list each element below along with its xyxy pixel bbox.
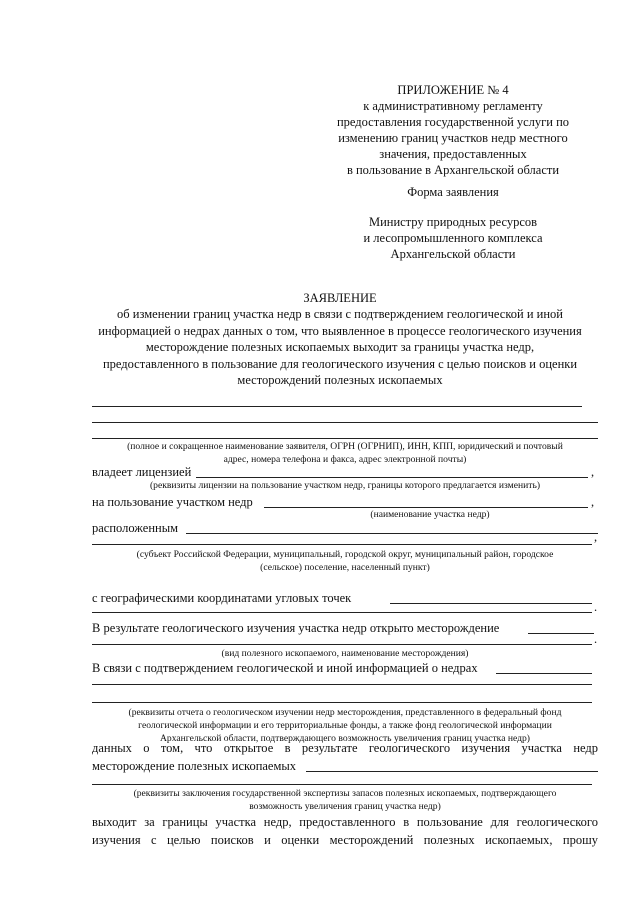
subsoil-hint: (наименование участка недр) [370, 509, 490, 520]
confirm-field[interactable] [496, 673, 592, 674]
result-field[interactable] [528, 633, 594, 634]
hint-line: (полное и сокращенное наименование заявителя, ОГРН (ОГРНИП), ИНН, КПП, юридический и почтовый [127, 441, 563, 452]
statement-line: месторождение полезных ископаемых выходит за границы участка недр, [145, 340, 535, 354]
coords-label: с географическими координатами угловых точек [92, 591, 352, 605]
data-line-2: месторождение полезных ископаемых [92, 759, 297, 773]
result-label: В результате геологического изучения участка недр открыто месторождение [92, 621, 500, 635]
located-row [92, 518, 598, 536]
statement-text [70, 306, 610, 389]
appendix-header [318, 82, 588, 178]
applicant-blank-line[interactable] [92, 422, 598, 423]
confirm-blank-line[interactable] [92, 702, 592, 703]
appendix-line: значения, предоставленных [379, 147, 527, 161]
dot: . [594, 600, 598, 614]
appendix-line: к административному регламенту [363, 99, 543, 113]
appendix-line: предоставления государственной услуги по [336, 115, 570, 129]
subsoil-label: на пользование участком недр [92, 495, 253, 509]
appendix-title: ПРИЛОЖЕНИЕ № 4 [397, 83, 509, 97]
deposit-field[interactable] [306, 771, 598, 772]
hint-line: адрес, номера телефона и факса, адрес электронной почты) [223, 454, 467, 465]
data-line-1: данных о том, что открытое в результате геологического изучения участка недр [92, 741, 598, 755]
comma: , [591, 465, 595, 479]
addressee-line: Архангельской области [390, 247, 516, 261]
hint-line: (реквизиты отчета о геологическом изучении недр месторождения, представленного в федеральный фонд [128, 707, 562, 718]
addressee-line: Министру природных ресурсов [368, 215, 538, 229]
confirm-label: В связи с подтверждением геологической и иной информацией о недрах [92, 661, 478, 675]
applicant-blank-line[interactable] [92, 406, 582, 407]
result-hint: (вид полезного ископаемого, наименование месторождения) [221, 648, 469, 659]
license-hint: (реквизиты лицензии на пользование участком недр, границы которого предлагается изменить) [149, 480, 541, 491]
statement-title: ЗАЯВЛЕНИЕ [303, 291, 377, 305]
final-line-2: изучения с целью поисков и оценки месторождений полезных ископаемых, прошу [92, 833, 598, 847]
located-field[interactable] [186, 533, 598, 534]
coords-row [92, 588, 598, 606]
result-row [92, 618, 598, 636]
confirm-row [92, 658, 598, 676]
expertise-blank-line[interactable] [92, 784, 592, 785]
located-label: расположенным [92, 521, 179, 535]
expertise-hint [82, 787, 608, 813]
hint-line: (субъект Российской Федерации, муниципальный, городской округ, муниципальный район, городское [136, 549, 554, 560]
hint-line: Архангельской области, подтверждающего возможность увеличения границ участка недр) [160, 733, 530, 744]
appendix-line: в пользование в Архангельской области [346, 163, 560, 177]
hint-line: (сельское) поселение, населенный пункт) [260, 562, 430, 573]
comma: , [591, 495, 595, 509]
license-label: владеет лицензией [92, 465, 192, 479]
hint-line: возможность увеличения границ участка недр) [249, 801, 441, 812]
statement-line: предоставленного в пользование для геологического изучения с целью поисков и оценки [102, 356, 578, 371]
coords-field[interactable] [390, 603, 592, 604]
hint-line: (реквизиты заключения государственной экспертизы запасов полезных ископаемых, подтверждающего [133, 788, 557, 799]
statement-line: информацией о недрах данных о том, что выявленное в процессе геологического изучения [98, 323, 582, 338]
comma: , [594, 530, 598, 544]
dot: . [594, 632, 598, 646]
confirm-blank-line[interactable] [92, 684, 592, 685]
applicant-blank-line[interactable] [92, 438, 598, 439]
located-blank-line[interactable] [92, 544, 592, 545]
addressee-line: и лесопромышленного комплекса [363, 231, 543, 245]
appendix-line: изменению границ участков недр местного [338, 131, 568, 145]
coords-blank-line[interactable] [92, 612, 592, 613]
statement-line: об изменении границ участка недр в связи с подтверждением геологической и иной [117, 307, 563, 321]
license-row [92, 462, 598, 480]
hint-line: геологической информации и его территориальные фонды, а также фонд геологической информации [138, 720, 552, 731]
data-line-2-row [92, 756, 598, 774]
result-blank-line[interactable] [92, 644, 592, 645]
located-hint [82, 548, 608, 574]
final-line-1: выходит за границы участка недр, предоставленного в пользование для геологического [92, 815, 598, 829]
addressee-block [318, 214, 588, 262]
statement-line: месторождений полезных ископаемых [237, 373, 443, 387]
form-label: Форма заявления [407, 185, 499, 199]
license-field[interactable] [196, 477, 588, 478]
